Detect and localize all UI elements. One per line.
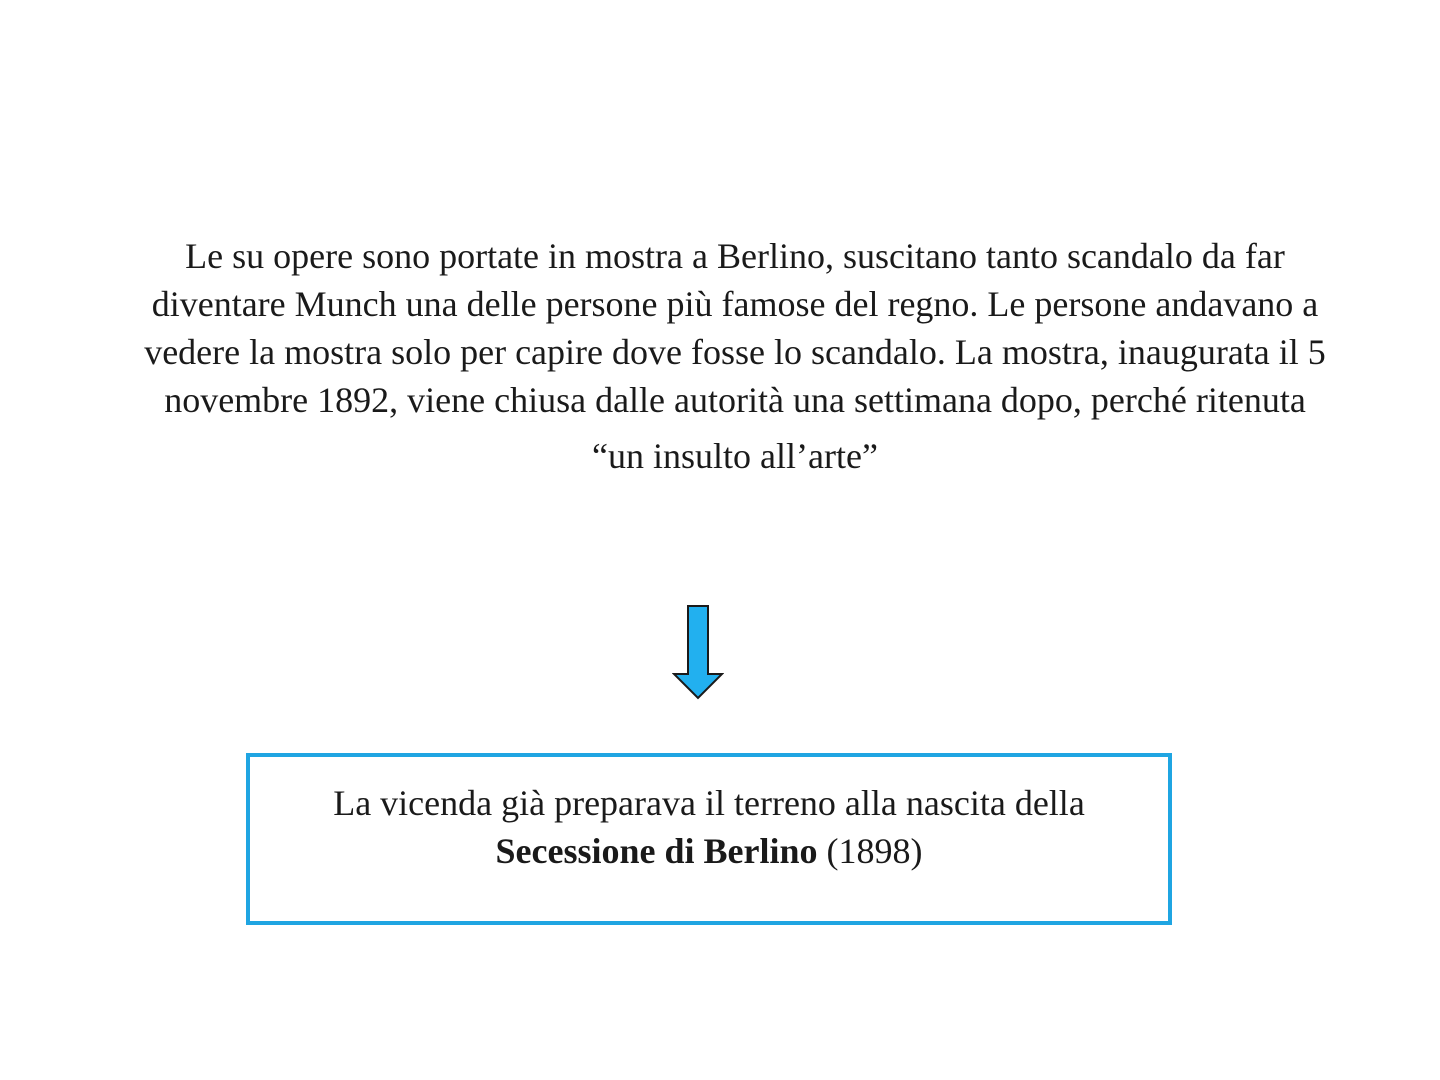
secession-term: Secessione di Berlino	[495, 831, 818, 871]
down-arrow-icon	[672, 604, 724, 700]
box-line-1: La vicenda già preparava il terreno alla nascita della	[333, 783, 1085, 823]
paragraph-line-4: novembre 1892, viene chiusa dalle autorità una settimana dopo, perché ritenuta	[164, 380, 1306, 420]
paragraph-quote-line: “un insulto all’arte”	[592, 436, 878, 476]
paragraph-line-2: diventare Munch una delle persone più famose del regno. Le persone andavano a	[151, 284, 1319, 324]
paragraph-line-1: Le su opere sono portate in mostra a Berlino, suscitano tanto scandalo da far	[185, 236, 1285, 276]
down-arrow-shape	[674, 606, 722, 698]
highlight-box	[246, 753, 1172, 925]
box-text	[250, 779, 1168, 875]
paragraph-line-3: vedere la mostra solo per capire dove fosse lo scandalo. La mostra, inaugurata il 5	[144, 332, 1326, 372]
main-paragraph	[90, 232, 1380, 480]
secession-year: (1898)	[817, 831, 923, 871]
box-line-2	[250, 827, 1168, 875]
